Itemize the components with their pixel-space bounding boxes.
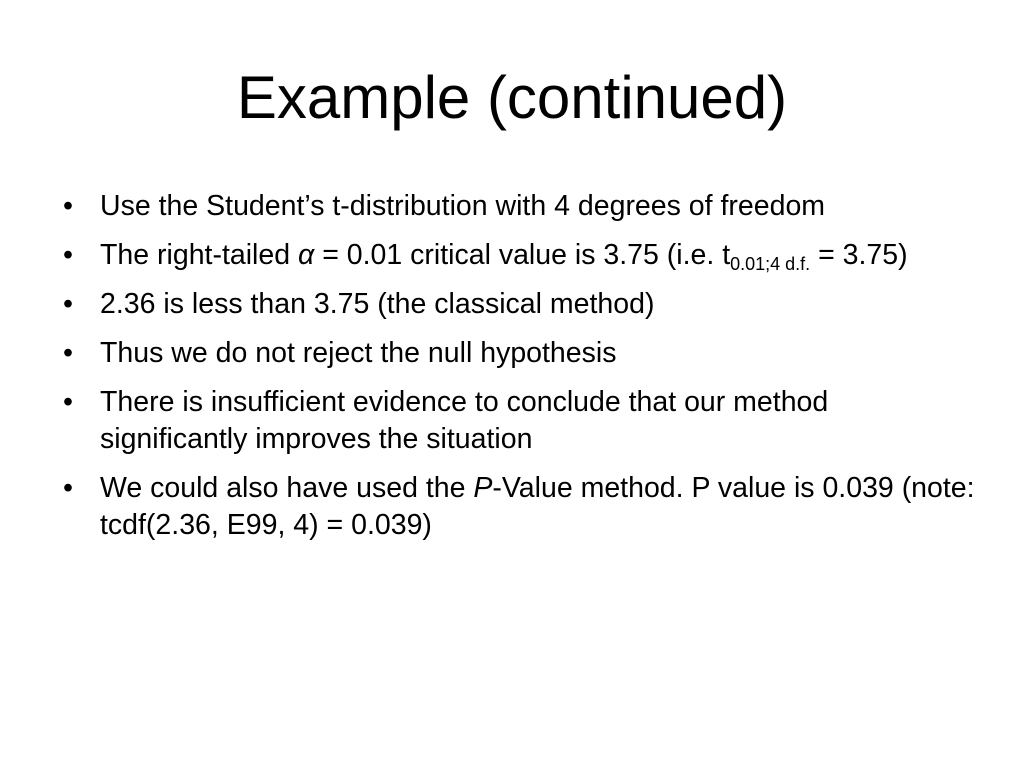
bullet-item-degrees-of-freedom xyxy=(58,188,978,225)
bullet-item-do-not-reject xyxy=(58,335,978,372)
bullet-text-pre: The right-tailed xyxy=(100,239,299,271)
bullet-text-mid: = 0.01 critical value is 3.75 (i.e. t xyxy=(314,239,731,271)
bullet-icon: • xyxy=(63,386,73,418)
bullet-text: There is insufficient evidence to conclude that our method significantly improves the situation xyxy=(100,386,829,455)
slide-title: Example (continued) xyxy=(236,64,788,131)
bullet-text: Thus we do not reject the null hypothesis xyxy=(100,337,617,369)
bullet-list xyxy=(58,188,978,556)
bullet-icon: • xyxy=(63,472,73,504)
bullet-item-critical-value xyxy=(58,237,978,274)
bullet-icon: • xyxy=(63,190,73,222)
bullet-item-classical-method xyxy=(58,286,978,323)
bullet-item-p-value-method xyxy=(58,470,978,544)
bullet-text-post: -Value method. P value is 0.039 (note: tcdf(2.36, E99, 4) = 0.039) xyxy=(100,472,975,541)
bullet-item-insufficient-evidence xyxy=(58,384,978,458)
bullet-icon: • xyxy=(63,288,73,320)
p-italic: P xyxy=(473,472,493,504)
bullet-icon: • xyxy=(63,337,73,369)
bullet-text-pre: We could also have used the xyxy=(100,472,474,504)
bullet-text: Use the Student’s t-distribution with 4 degrees of freedom xyxy=(100,190,826,222)
alpha-symbol: α xyxy=(298,239,315,271)
bullet-icon: • xyxy=(63,239,73,271)
t-subscript: 0.01;4 d.f. xyxy=(730,254,811,274)
bullet-text: 2.36 is less than 3.75 (the classical method) xyxy=(100,288,655,320)
bullet-text-post: = 3.75) xyxy=(810,239,908,271)
